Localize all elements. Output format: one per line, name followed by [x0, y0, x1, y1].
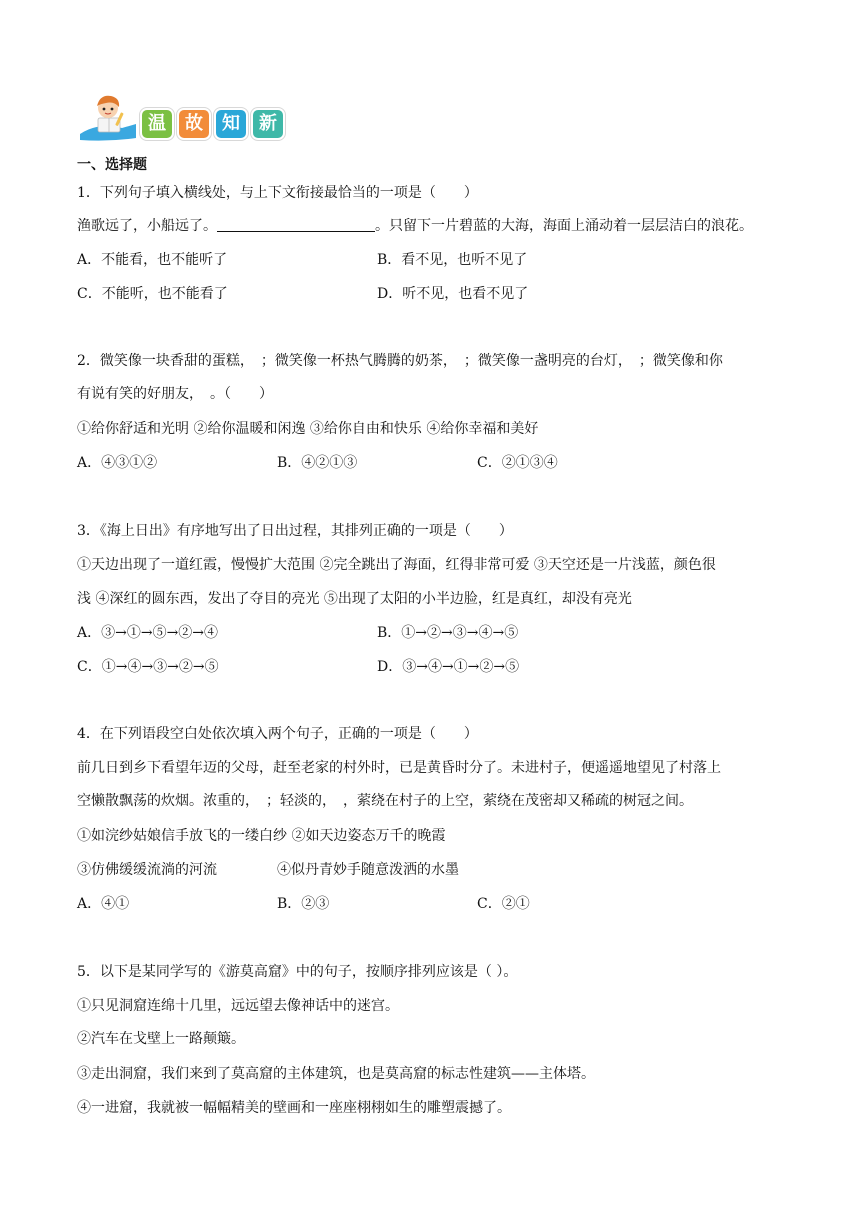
banner-char-2: 故 — [177, 108, 211, 140]
q1-option-b[interactable]: B．看不见，也听不见了 — [377, 252, 528, 268]
q3-items-line2: 浅 ④深红的圆东西，发出了夺目的亮光 ⑤出现了太阳的小半边脸，红是真红，却没有亮光 — [77, 591, 632, 607]
header-banner — [78, 94, 288, 142]
q4-passage-line1: 前几日到乡下看望年迈的父母，赶至老家的村外时，已是黄昏时分了。未进村子，便遥遥地望见了村落上 — [77, 760, 721, 776]
banner-char-1: 温 — [140, 108, 174, 140]
q5-sentence-4: ④一进窟，我就被一幅幅精美的壁画和一座座栩栩如生的雕塑震撼了。 — [77, 1100, 511, 1116]
q2-option-a[interactable]: A．④③①② — [77, 455, 158, 471]
q2-option-b[interactable]: B．④②①③ — [277, 455, 358, 471]
q1-option-a[interactable]: A．不能看，也不能听了 — [77, 252, 228, 268]
q4-option-a[interactable]: A．④① — [77, 896, 130, 912]
banner-title — [140, 108, 285, 140]
q2-stem-line1: 2．微笑像一块香甜的蛋糕， ；微笑像一杯热气腾腾的奶茶， ；微笑像一盏明亮的台灯， ；微笑像和你 — [77, 353, 723, 369]
q5-sentence-2: ②汽车在戈壁上一路颠簸。 — [77, 1031, 245, 1047]
banner-char-3: 知 — [214, 108, 248, 140]
q2-option-c[interactable]: C．②①③④ — [477, 455, 558, 471]
q1-text-before: 渔歌远了，小船远了。 — [77, 218, 217, 234]
q4-option-c[interactable]: C．②① — [477, 896, 530, 912]
q5-stem: 5．以下是某同学写的《游莫高窟》中的句子，按顺序排列应该是（ ）。 — [77, 964, 518, 980]
q4-stem: 4．在下列语段空白处依次填入两个句子，正确的一项是（ ） — [77, 726, 478, 742]
q3-option-a[interactable]: A．③→①→⑤→②→④ — [77, 625, 219, 641]
section-title: 一、选择题 — [77, 157, 147, 173]
q2-stem-line2: 有说有笑的好朋友， 。（ ） — [77, 386, 273, 402]
q4-items-line1: ①如浣纱姑娘信手放飞的一缕白纱 ②如天边姿态万千的晚霞 — [77, 828, 446, 844]
q4-item-3: ③仿佛缓缓流淌的河流 — [77, 862, 217, 878]
banner-char-4: 新 — [251, 108, 285, 140]
q4-item-4: ④似丹青妙手随意泼洒的水墨 — [277, 862, 459, 878]
q3-option-d[interactable]: D．③→④→①→②→⑤ — [377, 659, 520, 675]
q1-blank[interactable] — [217, 217, 375, 232]
q3-option-c[interactable]: C．①→④→③→②→⑤ — [77, 659, 219, 675]
q3-stem: 3．《海上日出》有序地写出了日出过程，其排列正确的一项是（ ） — [77, 523, 513, 539]
q3-items-line1: ①天边出现了一道红霞，慢慢扩大范围 ②完全跳出了海面，红得非常可爱 ③天空还是一片浅蓝，颜色很 — [77, 557, 716, 573]
q5-sentence-1: ①只见洞窟连绵十几里，远远望去像神话中的迷宫。 — [77, 998, 399, 1014]
q1-passage — [77, 216, 753, 236]
q1-stem: 1．下列句子填入横线处，与上下文衔接最恰当的一项是（ ） — [77, 185, 478, 201]
student-reading-icon — [78, 94, 140, 142]
q1-option-d[interactable]: D．听不见，也看不见了 — [377, 286, 529, 302]
q4-passage-line2: 空懒散飘荡的炊烟。浓重的， ；轻淡的， ，萦绕在村子的上空，萦绕在茂密却又稀疏的树冠之间。 — [77, 793, 693, 809]
q3-option-b[interactable]: B．①→②→③→④→⑤ — [377, 625, 519, 641]
q1-text-after: 。只留下一片碧蓝的大海，海面上涌动着一层层洁白的浪花。 — [375, 218, 753, 234]
q4-option-b[interactable]: B．②③ — [277, 896, 330, 912]
q2-items: ①给你舒适和光明 ②给你温暖和闲逸 ③给你自由和快乐 ④给你幸福和美好 — [77, 421, 539, 437]
q1-option-c[interactable]: C．不能听，也不能看了 — [77, 286, 228, 302]
q5-sentence-3: ③走出洞窟，我们来到了莫高窟的主体建筑，也是莫高窟的标志性建筑——主体塔。 — [77, 1066, 595, 1082]
